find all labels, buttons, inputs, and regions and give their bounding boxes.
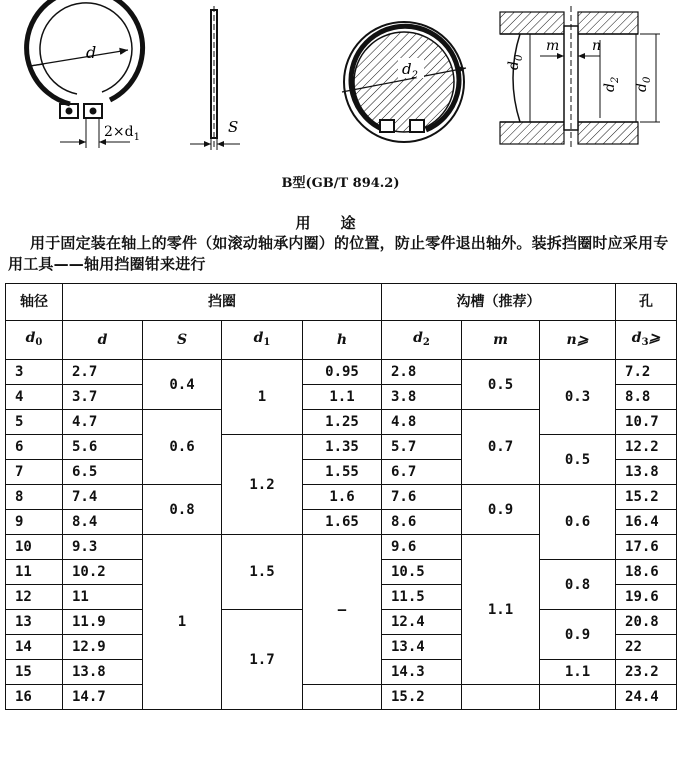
symbol-d3: $d_3⩾$ bbox=[616, 321, 677, 360]
cell-m bbox=[462, 685, 540, 710]
cell-d1: 1.7 bbox=[222, 610, 303, 710]
cell-d2: 10.5 bbox=[382, 560, 462, 585]
cell-d: 7.4 bbox=[63, 485, 143, 510]
header-row bbox=[6, 284, 677, 321]
cell-d3: 13.8 bbox=[616, 460, 677, 485]
cell-m: 0.9 bbox=[462, 485, 540, 535]
table-row bbox=[6, 360, 677, 385]
cell-d0: 6 bbox=[6, 435, 63, 460]
table-row bbox=[6, 435, 677, 460]
cell-h: 1.1 bbox=[303, 385, 382, 410]
cell-h bbox=[303, 685, 382, 710]
symbol-d2: $d_2$ bbox=[382, 321, 462, 360]
cell-d: 8.4 bbox=[63, 510, 143, 535]
cell-d0: 13 bbox=[6, 610, 63, 635]
label-d0-left: $d_0$ bbox=[506, 54, 525, 70]
cell-d1: 1.2 bbox=[222, 435, 303, 535]
cell-d3: 20.8 bbox=[616, 610, 677, 635]
cell-h: 1.25 bbox=[303, 410, 382, 435]
cell-h: — bbox=[303, 535, 382, 685]
cell-d: 10.2 bbox=[63, 560, 143, 585]
cell-d2: 3.8 bbox=[382, 385, 462, 410]
cell-h: 0.95 bbox=[303, 360, 382, 385]
cell-n: 0.8 bbox=[540, 560, 616, 610]
symbol-m: m bbox=[462, 321, 540, 360]
groove-section-view bbox=[500, 6, 660, 150]
cell-d0: 3 bbox=[6, 360, 63, 385]
cell-s: 1 bbox=[143, 535, 222, 710]
label-d2-circle: $d_2$ bbox=[402, 60, 418, 81]
header-groove: 沟槽（推荐） bbox=[382, 284, 616, 321]
cell-n: 0.6 bbox=[540, 485, 616, 560]
cell-d: 13.8 bbox=[63, 660, 143, 685]
symbol-d1: $d_1$ bbox=[222, 321, 303, 360]
cell-d: 5.6 bbox=[63, 435, 143, 460]
label-d2-right: $d_2$ bbox=[602, 76, 621, 92]
cell-d2: 2.8 bbox=[382, 360, 462, 385]
ring-drawing bbox=[0, 0, 681, 178]
symbol-s: S bbox=[143, 321, 222, 360]
cell-d2: 8.6 bbox=[382, 510, 462, 535]
cell-d2: 6.7 bbox=[382, 460, 462, 485]
figure-caption: B型(GB/T 894.2) bbox=[281, 176, 400, 191]
cell-d: 11 bbox=[63, 585, 143, 610]
cell-d2: 14.3 bbox=[382, 660, 462, 685]
cell-h: 1.65 bbox=[303, 510, 382, 535]
ring-on-shaft-view bbox=[342, 22, 466, 142]
symbol-row bbox=[6, 321, 677, 360]
cell-d0: 9 bbox=[6, 510, 63, 535]
cell-d: 12.9 bbox=[63, 635, 143, 660]
cell-d3: 17.6 bbox=[616, 535, 677, 560]
cell-d2: 11.5 bbox=[382, 585, 462, 610]
cell-d1: 1 bbox=[222, 360, 303, 435]
cell-d0: 5 bbox=[6, 410, 63, 435]
symbol-n: n⩾ bbox=[540, 321, 616, 360]
symbol-d0: $d_0$ bbox=[6, 321, 63, 360]
cell-n: 1.1 bbox=[540, 660, 616, 685]
cell-d2: 4.8 bbox=[382, 410, 462, 435]
cell-d0: 15 bbox=[6, 660, 63, 685]
cell-d0: 16 bbox=[6, 685, 63, 710]
label-d0-right: $d_0$ bbox=[634, 76, 653, 92]
header-hole: 孔 bbox=[616, 284, 677, 321]
label-s: S bbox=[228, 118, 239, 136]
cell-s: 0.4 bbox=[143, 360, 222, 410]
cell-d3: 10.7 bbox=[616, 410, 677, 435]
cell-d3: 12.2 bbox=[616, 435, 677, 460]
cell-s: 0.8 bbox=[143, 485, 222, 535]
symbol-h: h bbox=[303, 321, 382, 360]
cell-d0: 11 bbox=[6, 560, 63, 585]
cell-d2: 5.7 bbox=[382, 435, 462, 460]
cell-d3: 7.2 bbox=[616, 360, 677, 385]
header-retaining-ring: 挡圈 bbox=[63, 284, 382, 321]
cell-n bbox=[540, 685, 616, 710]
cell-s: 0.6 bbox=[143, 410, 222, 485]
spec-table bbox=[5, 283, 677, 710]
cell-n: 0.9 bbox=[540, 610, 616, 660]
ring-side-view bbox=[190, 6, 240, 150]
cell-d: 14.7 bbox=[63, 685, 143, 710]
cell-d2: 13.4 bbox=[382, 635, 462, 660]
cell-d0: 10 bbox=[6, 535, 63, 560]
cell-d3: 15.2 bbox=[616, 485, 677, 510]
cell-d: 4.7 bbox=[63, 410, 143, 435]
cell-d3: 23.2 bbox=[616, 660, 677, 685]
cell-d3: 19.6 bbox=[616, 585, 677, 610]
usage-heading: 用途 bbox=[295, 214, 386, 232]
cell-d: 3.7 bbox=[63, 385, 143, 410]
cell-d3: 24.4 bbox=[616, 685, 677, 710]
cell-d0: 8 bbox=[6, 485, 63, 510]
label-d: d bbox=[86, 43, 97, 62]
cell-d: 2.7 bbox=[63, 360, 143, 385]
label-2xd1: $2\times d_1$ bbox=[104, 124, 140, 143]
cell-h: 1.35 bbox=[303, 435, 382, 460]
cell-h: 1.6 bbox=[303, 485, 382, 510]
header-shaft-diameter: 轴径 bbox=[6, 284, 63, 321]
cell-d2: 7.6 bbox=[382, 485, 462, 510]
cell-d2: 9.6 bbox=[382, 535, 462, 560]
cell-d: 9.3 bbox=[63, 535, 143, 560]
cell-d0: 4 bbox=[6, 385, 63, 410]
cell-d3: 18.6 bbox=[616, 560, 677, 585]
cell-d0: 7 bbox=[6, 460, 63, 485]
cell-h: 1.55 bbox=[303, 460, 382, 485]
cell-d1: 1.5 bbox=[222, 535, 303, 610]
cell-d2: 15.2 bbox=[382, 685, 462, 710]
cell-d2: 12.4 bbox=[382, 610, 462, 635]
cell-d0: 14 bbox=[6, 635, 63, 660]
cell-d0: 12 bbox=[6, 585, 63, 610]
label-n: n bbox=[592, 38, 602, 54]
cell-d: 11.9 bbox=[63, 610, 143, 635]
cell-n: 0.5 bbox=[540, 435, 616, 485]
cell-d3: 22 bbox=[616, 635, 677, 660]
cell-m: 0.5 bbox=[462, 360, 540, 410]
cell-d3: 16.4 bbox=[616, 510, 677, 535]
table-row bbox=[6, 485, 677, 510]
cell-m: 0.7 bbox=[462, 410, 540, 485]
ring-front-view bbox=[27, 0, 143, 148]
cell-d: 6.5 bbox=[63, 460, 143, 485]
table-row bbox=[6, 685, 677, 710]
cell-m: 1.1 bbox=[462, 535, 540, 685]
cell-n: 0.3 bbox=[540, 360, 616, 435]
usage-text: 用于固定装在轴上的零件（如滚动轴承内圈）的位置，防止零件退出轴外。装拆挡圈时应采用专用工具——轴用挡圈钳来进行 bbox=[8, 234, 669, 273]
symbol-d: d bbox=[63, 321, 143, 360]
cell-d3: 8.8 bbox=[616, 385, 677, 410]
label-m: m bbox=[546, 38, 560, 54]
